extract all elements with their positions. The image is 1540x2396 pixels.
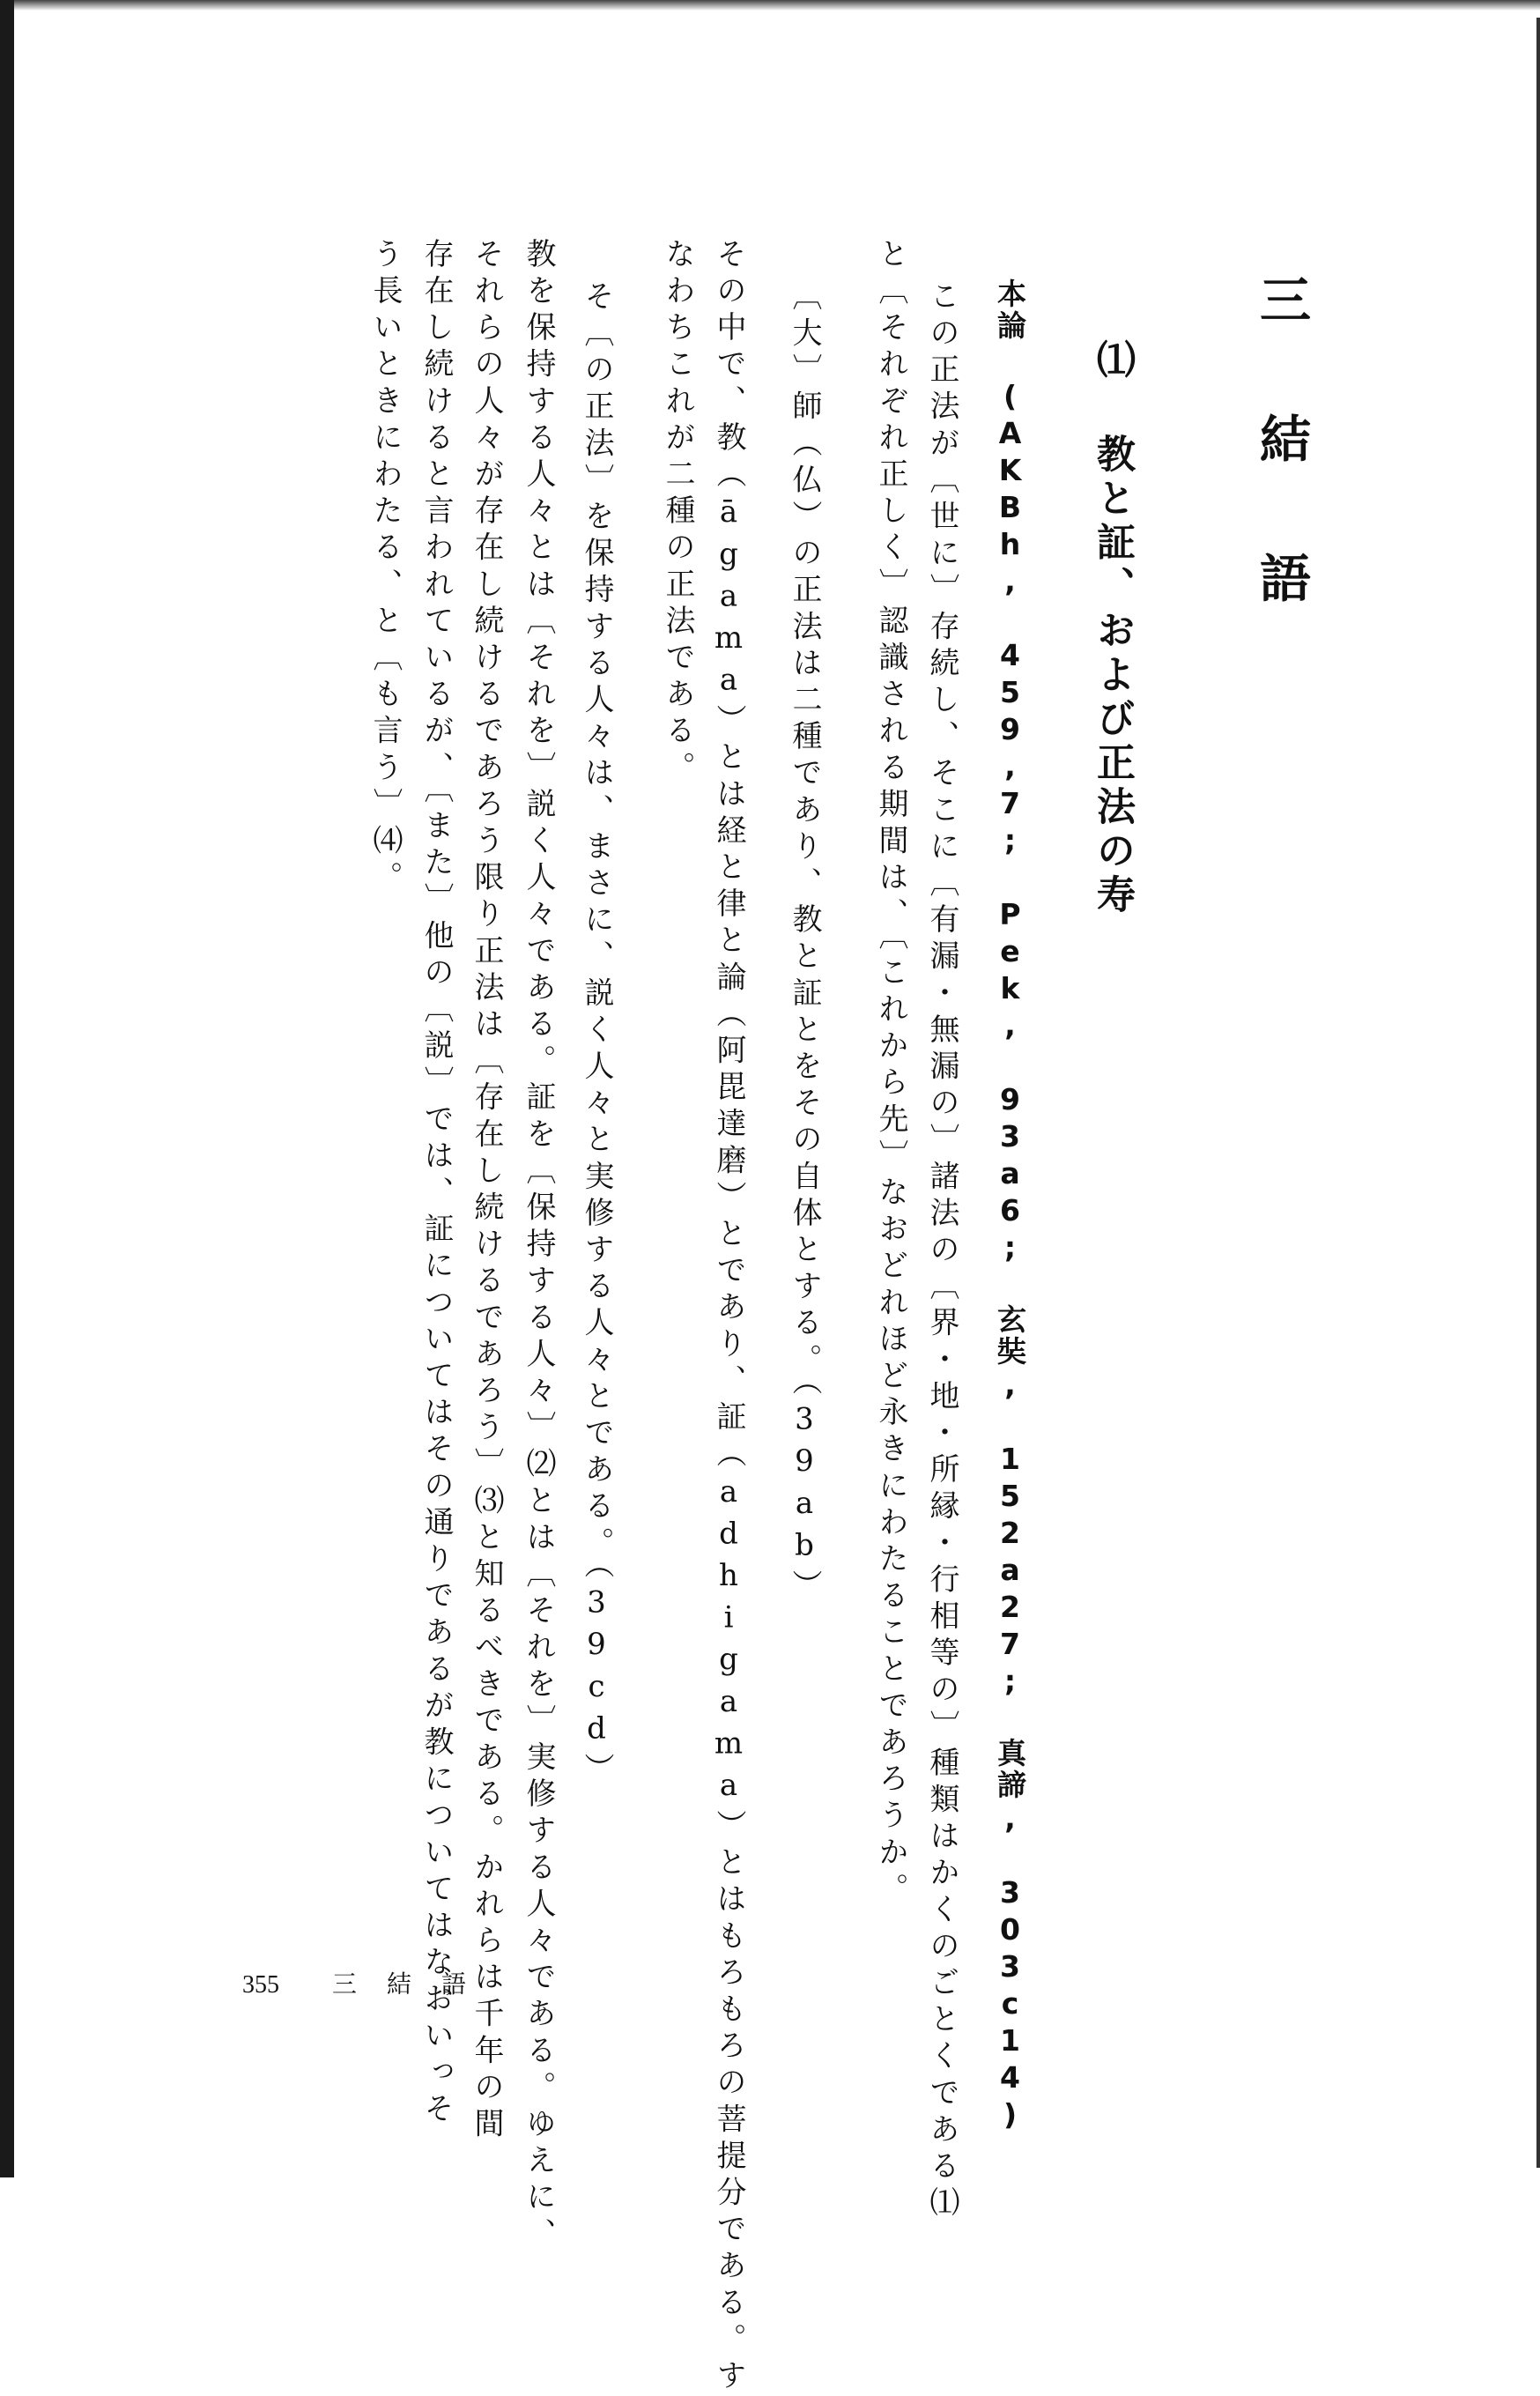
scan-edge-left xyxy=(0,0,14,2177)
body-line: それらの人々が存在し続けるであろう限り正法は〔存在し続けるであろう〕⑶と知るべきである。かれらは千年の間 xyxy=(469,238,504,2145)
body-line: 存在し続けると言われているが、〔また〕他の〔説〕では、証についてはその通りであるが教についてはなおいっそ xyxy=(418,238,454,2130)
body-line: この正法が〔世に〕存続し、そこに〔有漏・無漏の〕諸法の〔界・地・所縁・行相等の〕種類はかくのごとくである⑴ xyxy=(924,280,959,2223)
source-reference: 本論 (AKBh, 459,7; Pek, 93a6; 玄奘, 152a27; 真諦, 303c14) xyxy=(993,278,1027,2134)
body-line: 教を保持する人々とは〔それを〕説く人々である。証を〔保持する人々〕⑵とは〔それを〕実修する人々である。ゆえに、 xyxy=(521,238,556,2254)
body-line: う長いときにわたる、と〔も言う〕⑷。 xyxy=(367,238,403,898)
body-line: 〔大〕師（仏）の正法は二種であり、教と証とをその自体とする。（39ab） xyxy=(787,280,822,1606)
body-line: と〔それぞれ正しく〕認識される期間は、〔これから先〕なおどれほど永きにわたることであろうか。 xyxy=(873,238,908,1910)
scan-edge-right xyxy=(1536,18,1540,2168)
running-head: 三結語 xyxy=(332,1969,497,1999)
body-line: なわちこれが二種の正法である。 xyxy=(660,238,695,788)
page-number: 355 xyxy=(242,1971,279,1999)
section-title: ⑴ 教と証、および正法の寿 xyxy=(1090,339,1135,918)
body-line: その中で、教（āgama）とは経と律と論（阿毘達磨）とであり、証（adhigama）とはもろもろの菩提分である。す xyxy=(711,238,746,2396)
scan-edge-top xyxy=(14,0,1540,11)
body-line: そ〔の正法〕を保持する人々は、まさに、説く人々と実修する人々とである。（39cd） xyxy=(579,280,614,1790)
page-footer xyxy=(242,1965,496,2000)
chapter-title: 三結語 xyxy=(1251,273,1311,691)
